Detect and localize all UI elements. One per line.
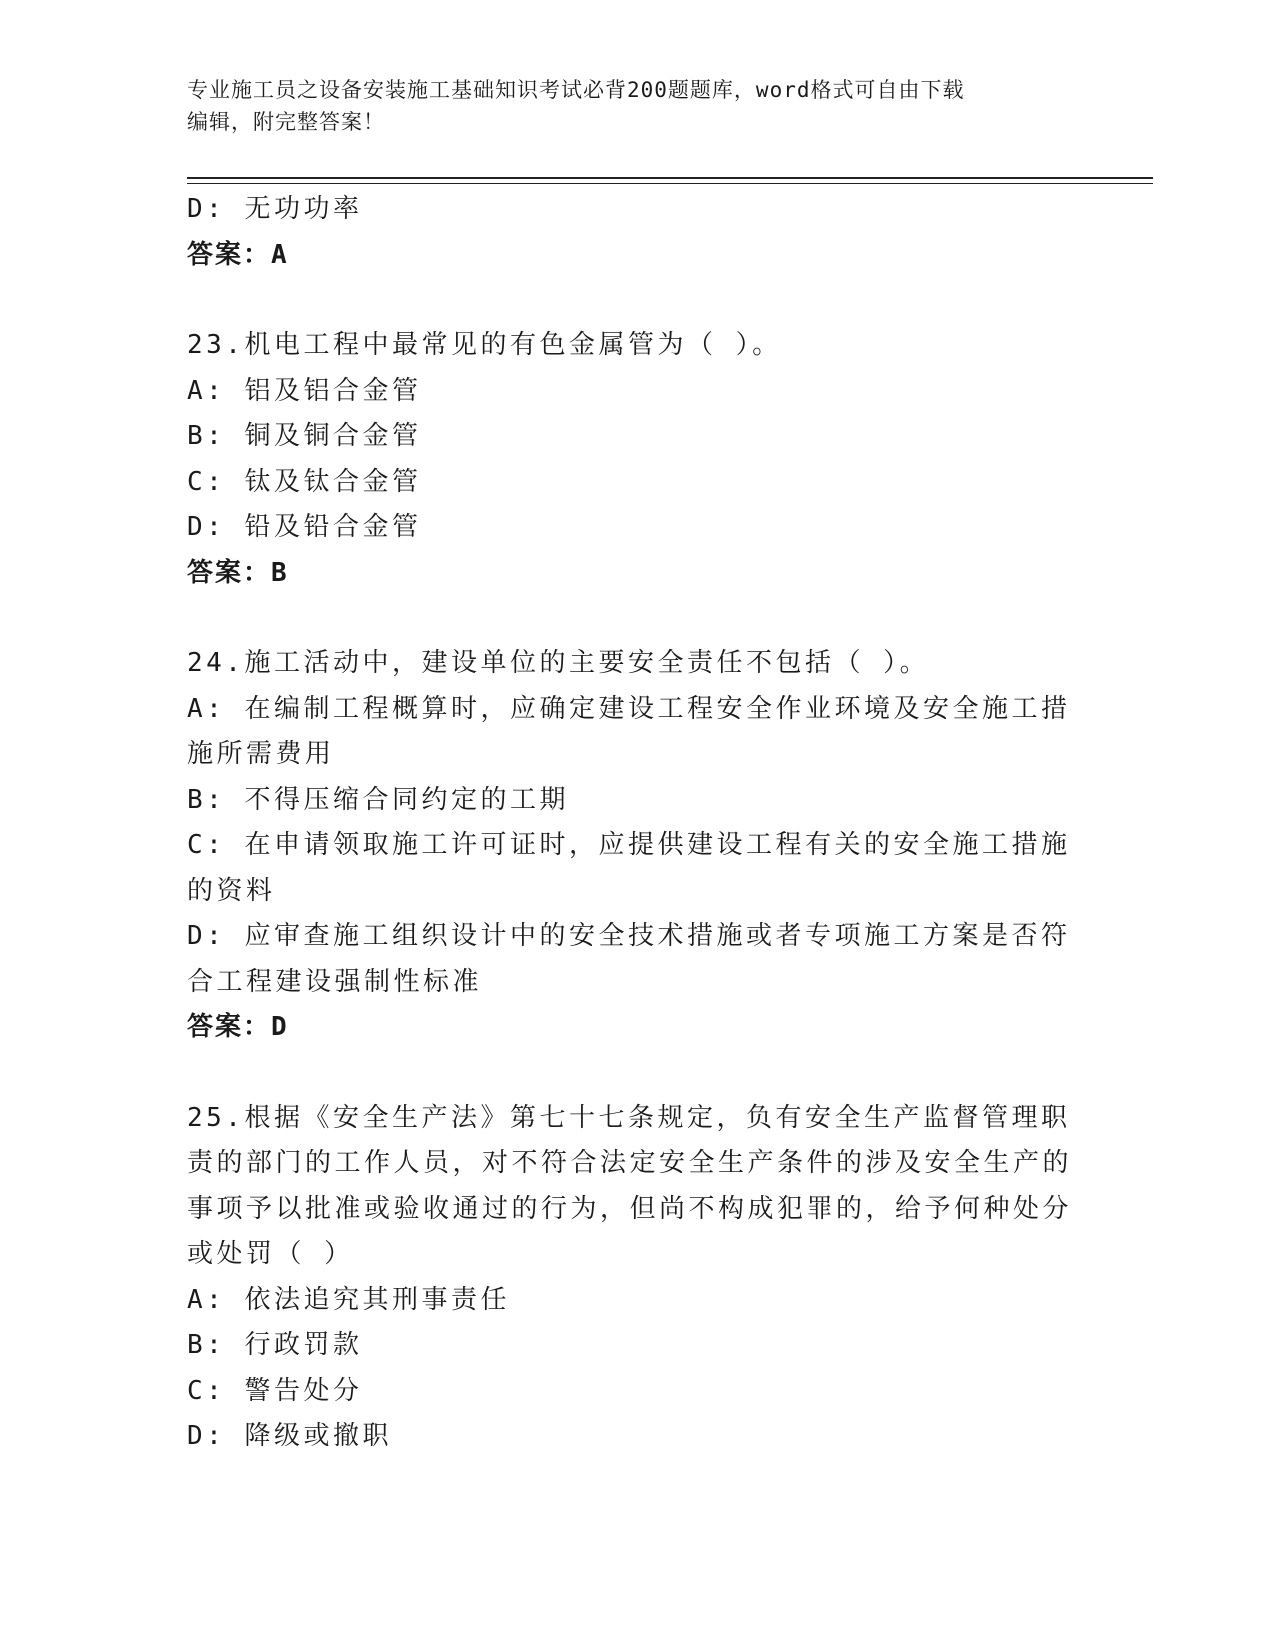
option-d: D: 铅及铅合金管: [187, 512, 422, 542]
option-a: A: 在编制工程概算时，应确定建设工程安全作业环境及安全施工措施所需费用: [187, 693, 1071, 769]
option-d: D: 应审查施工组织设计中的安全技术措施或者专项施工方案是否符合工程建设强制性标准: [187, 921, 1071, 997]
question-24: [187, 641, 1077, 1051]
option-a: A: 依法追究其刑事责任: [187, 1284, 510, 1315]
document-header: [187, 74, 1067, 138]
spacer: [187, 278, 1077, 323]
option-c: C: 警告处分: [187, 1375, 363, 1406]
answer-line: 答案：A: [187, 239, 289, 270]
option-b: B: 铜及铜合金管: [187, 421, 422, 451]
question-stem: 24.施工活动中，建设单位的主要安全责任不包括（ ）。: [187, 648, 930, 678]
answer-line: 答案：D: [187, 1012, 289, 1042]
option-c: C: 在申请领取施工许可证时，应提供建设工程有关的安全施工措施的资料: [187, 830, 1071, 906]
question-content: [187, 187, 1077, 1460]
option-a: A: 铝及铝合金管: [187, 375, 422, 406]
header-title-line-1: 专业施工员之设备安装施工基础知识考试必背200题题库，word格式可自由下载: [187, 78, 965, 102]
spacer: [187, 596, 1077, 641]
question-stem: 23.机电工程中最常见的有色金属管为（ ）。: [187, 330, 782, 360]
question-23: [187, 323, 1077, 596]
answer-line: 答案：B: [187, 557, 289, 588]
question-stem: 25.根据《安全生产法》第七十七条规定，负有安全生产监督管理职责的部门的工作人员，对不符合法定安全生产条件的涉及安全生产的事项予以批准或验收通过的行为，但尚不构成犯罪的，给予何种处分或处罚（ ）: [187, 1102, 1073, 1269]
option-b: B: 行政罚款: [187, 1330, 363, 1360]
option-c: C: 钛及钛合金管: [187, 466, 422, 497]
spacer: [187, 1051, 1077, 1096]
option-d: D: 无功功率: [187, 194, 363, 224]
header-divider-thick: [187, 177, 1153, 179]
question-22-tail: [187, 187, 1077, 278]
header-title-line-2: 编辑，附完整答案！: [187, 110, 385, 134]
option-b: B: 不得压缩合同约定的工期: [187, 784, 569, 815]
question-25: [187, 1096, 1077, 1460]
header-divider-thin: [187, 183, 1153, 184]
option-d: D: 降级或撤职: [187, 1421, 392, 1451]
